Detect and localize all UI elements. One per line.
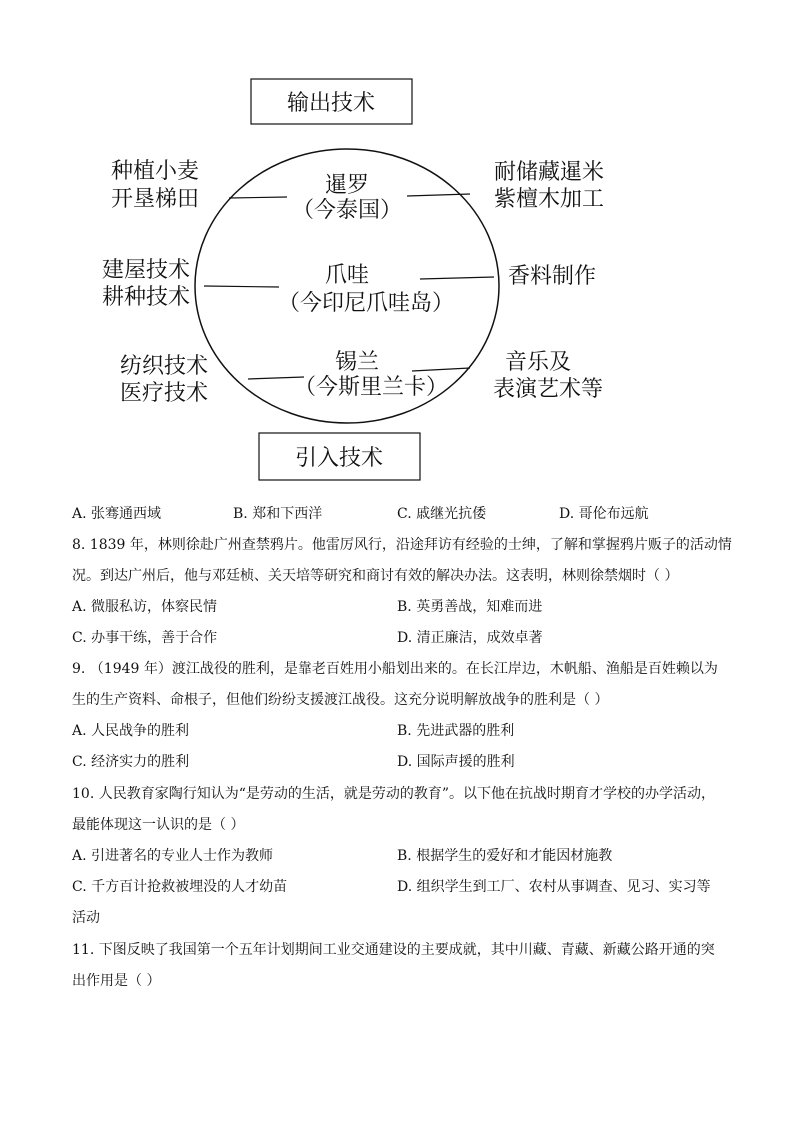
q10-option-d: D. 组织学生到工厂、农村从事调查、见习、实习等 [397,879,711,895]
right-label-1a: 耐储藏暹米 [493,160,605,185]
q9-option-b: B. 先进武器的胜利 [397,723,515,739]
left-label-2b: 耕种技术 [101,285,191,310]
right-label-3a: 音乐及 [504,350,572,375]
q10-stem-line2: 最能体现这一认识的是（ ） [72,817,245,833]
top-box-label: 输出技术 [286,91,376,116]
left-label-3b: 医疗技术 [119,381,209,406]
q9-option-a: A. 人民战争的胜利 [72,723,190,739]
right-label-3b: 表演艺术等 [492,377,604,402]
right-label-1b: 紫檀木加工 [493,187,605,212]
q7-option-b: B. 郑和下西洋 [233,506,323,522]
connector-right-3 [412,368,470,371]
q8-option-a: A. 微服私访，体察民情 [72,599,218,615]
left-label-2a: 建屋技术 [101,258,191,283]
q7-option-c: C. 戚继光抗倭 [397,506,487,522]
connector-left-1 [229,197,287,198]
q11-stem-line2: 出作用是（ ） [72,973,161,989]
center-note-java: （今印尼爪哇岛） [277,291,455,316]
center-name-siam: 暹罗 [324,173,370,198]
center-note-ceylon: （今斯里兰卡） [293,375,449,400]
q8-stem-line1: 8. 1839 年，林则徐赴广州查禁鸦片。他雷厉风行，沿途拜访有经验的士绅，了解和掌握鸦片贩子的活动情 [72,537,732,553]
q7-option-d: D. 哥伦布远航 [559,506,649,522]
left-label-3a: 纺织技术 [119,354,209,379]
q8-stem-line2: 况。到达广州后，他与邓廷桢、关天培等研究和商讨有效的解决办法。这表明，林则徐禁烟时（ ） [72,568,679,584]
left-label-1b: 开垦梯田 [110,187,200,212]
trade-technology-diagram [0,0,794,500]
q9-stem-line1: 9. （1949 年）渡江战役的胜利，是靠老百姓用小船划出来的。在长江岸边，木帆船、渔船是百姓赖以为 [72,661,718,677]
bottom-box-label: 引入技术 [294,446,384,471]
q10-option-a: A. 引进著名的专业人士作为教师 [72,848,274,864]
q7-option-a: A. 张骞通西域 [72,506,162,522]
center-name-ceylon: 锡兰 [334,350,380,375]
center-note-siam: （今泰国） [291,198,403,223]
q9-option-c: C. 经济实力的胜利 [72,754,190,770]
q11-stem-line1: 11. 下图反映了我国第一个五年计划期间工业交通建设的主要成就，其中川藏、青藏、新藏公路开通的突 [72,942,715,958]
q10-option-c: C. 千方百计抢救被埋没的人才幼苗 [72,879,288,895]
connector-left-2 [204,286,279,287]
q10-stem-line1: 10. 人民教育家陶行知认为“是劳动的生活，就是劳动的教育”。以下他在抗战时期育才学校的办学活动， [72,786,716,802]
connector-right-2 [420,277,494,279]
q10-option-b: B. 根据学生的爱好和才能因材施教 [397,848,613,864]
q8-option-d: D. 清正廉洁，成效卓著 [397,630,543,646]
q10-option-d-wrap: 活动 [72,910,100,926]
center-name-java: 爪哇 [324,263,370,288]
q9-option-d: D. 国际声援的胜利 [397,754,515,770]
q9-stem-line2: 生的生产资料、命根子，但他们纷纷支援渡江战役。这充分说明解放战争的胜利是（ ） [72,692,609,708]
q8-option-c: C. 办事干练，善于合作 [72,630,218,646]
left-label-1a: 种植小麦 [110,159,200,184]
q8-option-b: B. 英勇善战，知难而进 [397,599,543,615]
right-label-2a: 香料制作 [507,264,597,289]
